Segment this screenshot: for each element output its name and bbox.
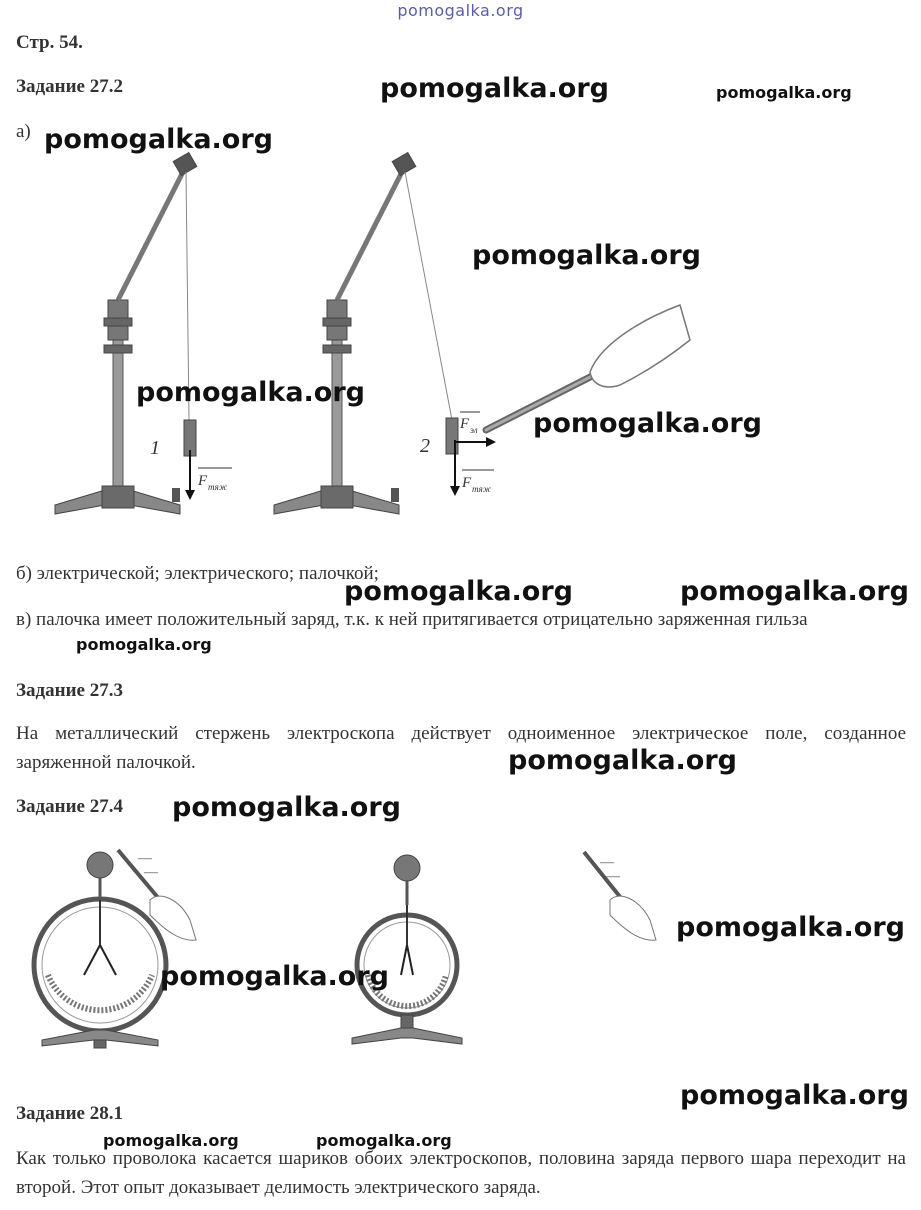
svg-text:тяж: тяж	[208, 482, 228, 492]
svg-text:тяж: тяж	[472, 484, 492, 494]
watermark: pomogalka.org	[533, 408, 762, 439]
rod-hand-2	[584, 852, 656, 940]
watermark: pomogalka.org	[472, 240, 701, 271]
watermark: pomogalka.org	[380, 73, 609, 104]
task-27-4-heading: Задание 27.4	[16, 796, 123, 817]
item-c-text: в) палочка имеет положительный заряд, т.к. к ней притягивается отрицательно заряженная гильза	[16, 609, 808, 630]
watermark: pomogalka.org	[44, 124, 273, 155]
svg-text:F: F	[198, 473, 208, 489]
task-28-1-heading: Задание 28.1	[16, 1103, 123, 1124]
page-label: Стр. 54.	[16, 32, 83, 53]
watermark: pomogalka.org	[103, 1131, 239, 1150]
svg-text:—: —	[144, 865, 158, 880]
task-27-3-heading: Задание 27.3	[16, 680, 123, 701]
site-header-link[interactable]: pomogalka.org	[397, 1, 524, 20]
watermark: pomogalka.org	[136, 377, 365, 408]
item-a-label: а)	[16, 121, 31, 142]
watermark: pomogalka.org	[76, 635, 212, 654]
figure-label-1: 1	[150, 437, 160, 459]
watermark: pomogalka.org	[680, 576, 909, 607]
svg-text:—: —	[606, 869, 620, 884]
watermark: pomogalka.org	[716, 83, 852, 102]
task-27-2-heading: Задание 27.2	[16, 76, 123, 97]
svg-text:—: —	[600, 855, 614, 870]
svg-text:эл: эл	[470, 425, 478, 435]
watermark: pomogalka.org	[160, 961, 389, 992]
rod-hand-1	[118, 850, 196, 940]
electroscope-2	[352, 855, 462, 1044]
task-28-1-text: Как только проволока касается шариков обоих электроскопов, половина заряда первого шара переходит на второй. Этот опыт доказывает делимость электрического заряда.	[16, 1148, 906, 1198]
svg-text:F: F	[460, 416, 470, 432]
watermark: pomogalka.org	[172, 792, 401, 823]
item-b-text: б) электрической; электрического; палочкой;	[16, 563, 379, 584]
watermark: pomogalka.org	[680, 1080, 909, 1111]
figure-label-2: 2	[420, 435, 430, 457]
svg-text:—: —	[138, 851, 152, 866]
watermark: pomogalka.org	[316, 1131, 452, 1150]
svg-text:F: F	[462, 475, 472, 491]
task-27-3-text: На металлический стержень электроскопа действует одноименное электрическое поле, созданное заряженной палочкой.	[16, 723, 906, 773]
watermark: pomogalka.org	[344, 576, 573, 607]
watermark: pomogalka.org	[508, 745, 737, 776]
watermark: pomogalka.org	[676, 912, 905, 943]
